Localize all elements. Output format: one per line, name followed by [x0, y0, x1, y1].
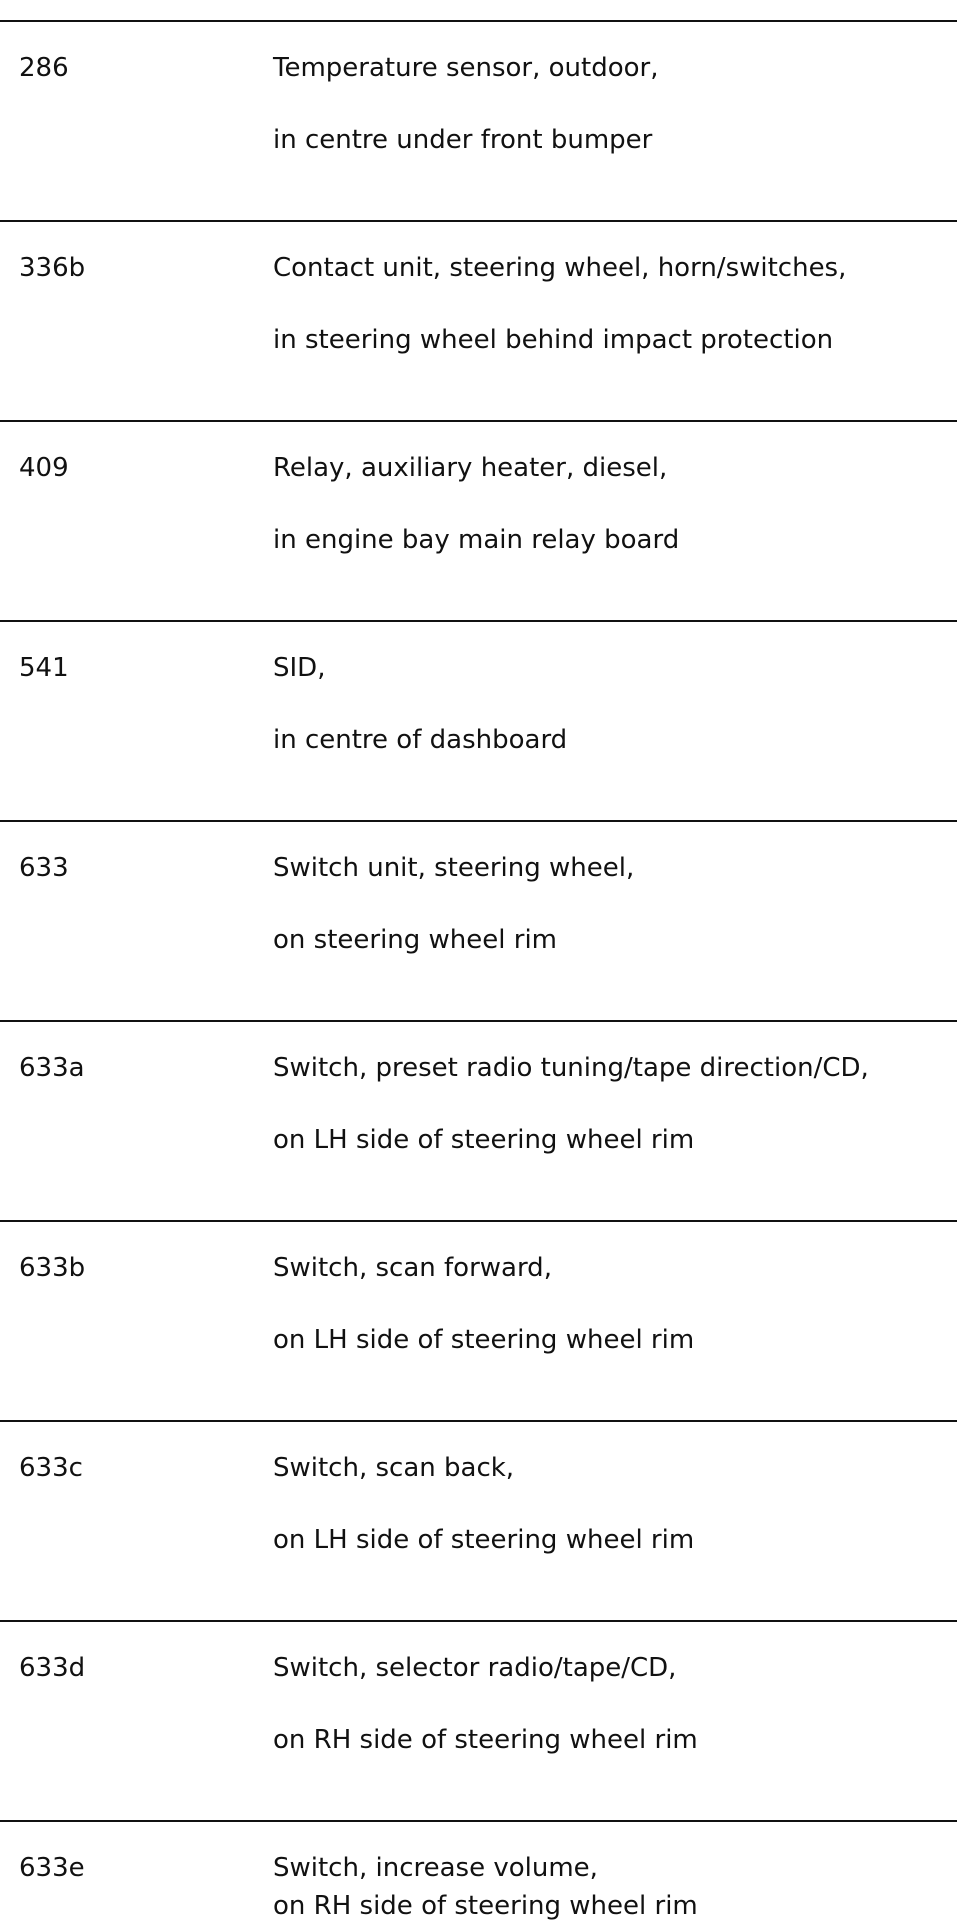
component-location: on LH side of steering wheel rim	[273, 1125, 695, 1155]
component-code: 541	[19, 653, 69, 683]
component-description: Switch, increase volume,	[273, 1853, 598, 1883]
row-divider	[0, 1620, 957, 1622]
component-description: Switch, selector radio/tape/CD,	[273, 1653, 677, 1683]
row-divider	[0, 420, 957, 422]
component-code: 633d	[19, 1653, 86, 1683]
component-code: 633b	[19, 1253, 86, 1283]
row-divider	[0, 1220, 957, 1222]
row-divider	[0, 1820, 957, 1822]
component-code: 336b	[19, 253, 86, 283]
component-location: on LH side of steering wheel rim	[273, 1525, 695, 1555]
component-description: Switch unit, steering wheel,	[273, 853, 635, 883]
table-row	[0, 1420, 960, 1620]
component-description: SID,	[273, 653, 326, 683]
component-location: on RH side of steering wheel rim	[273, 1891, 698, 1921]
component-location: on steering wheel rim	[273, 925, 558, 955]
row-divider	[0, 620, 957, 622]
table-row	[0, 1620, 960, 1820]
component-description: Temperature sensor, outdoor,	[273, 53, 659, 83]
table-row	[0, 220, 960, 420]
component-code: 633	[19, 853, 69, 883]
row-divider	[0, 820, 957, 822]
table-row	[0, 1220, 960, 1420]
component-code: 633e	[19, 1853, 85, 1883]
component-location: on LH side of steering wheel rim	[273, 1325, 695, 1355]
component-description: Switch, scan back,	[273, 1453, 515, 1483]
component-description: Switch, scan forward,	[273, 1253, 552, 1283]
table-row	[0, 1020, 960, 1220]
row-divider	[0, 1020, 957, 1022]
table-row	[0, 1820, 960, 1928]
table-row	[0, 420, 960, 620]
component-code: 286	[19, 53, 69, 83]
component-location: in engine bay main relay board	[273, 525, 680, 555]
component-location: on RH side of steering wheel rim	[273, 1725, 698, 1755]
component-location: in centre under front bumper	[273, 125, 653, 155]
component-description: Switch, preset radio tuning/tape direction/CD,	[273, 1053, 869, 1083]
component-location: in steering wheel behind impact protection	[273, 325, 834, 355]
row-divider	[0, 1420, 957, 1422]
component-location: in centre of dashboard	[273, 725, 568, 755]
component-description: Contact unit, steering wheel, horn/switches,	[273, 253, 847, 283]
table-row	[0, 620, 960, 820]
table-row	[0, 820, 960, 1020]
row-divider	[0, 20, 957, 22]
row-divider	[0, 220, 957, 222]
component-code: 409	[19, 453, 69, 483]
component-code: 633c	[19, 1453, 83, 1483]
table-row	[0, 20, 960, 220]
component-code: 633a	[19, 1053, 85, 1083]
component-description: Relay, auxiliary heater, diesel,	[273, 453, 668, 483]
